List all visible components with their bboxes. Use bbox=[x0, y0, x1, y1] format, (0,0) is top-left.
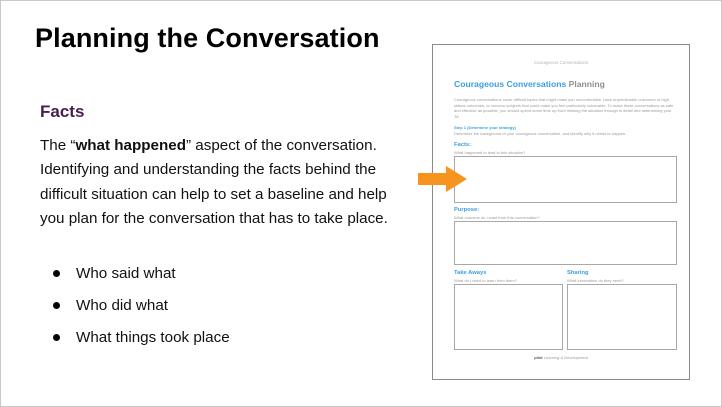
sharing-section-label: Sharing bbox=[567, 270, 589, 276]
facts-bullet-list bbox=[53, 257, 230, 353]
footer-text: Learning & Development bbox=[543, 355, 588, 360]
bullet-dot-icon bbox=[53, 334, 60, 341]
worksheet-header: Courageous Conversations bbox=[533, 60, 589, 65]
bullet-item bbox=[53, 257, 230, 289]
facts-description bbox=[40, 134, 390, 232]
worksheet-title bbox=[454, 79, 605, 89]
bullet-text: What things took place bbox=[76, 328, 230, 346]
worksheet-title-blue: Courageous Conversations bbox=[454, 79, 567, 89]
worksheet-footer bbox=[433, 355, 689, 360]
bullet-item bbox=[53, 289, 230, 321]
worksheet-step: Step 1 (Determine your strategy) bbox=[454, 125, 516, 130]
bullet-item bbox=[53, 321, 230, 353]
purpose-section-label: Purpose: bbox=[454, 207, 480, 213]
slide-title: Planning the Conversation bbox=[35, 23, 380, 53]
bullet-text: Who did what bbox=[76, 296, 169, 314]
footer-brand: pilot bbox=[534, 355, 543, 360]
body-pre: The “ bbox=[40, 137, 76, 154]
sharing-box bbox=[567, 284, 677, 350]
bullet-dot-icon bbox=[53, 302, 60, 309]
bullet-text: Who said what bbox=[76, 264, 176, 282]
facts-section-label: Facts: bbox=[454, 142, 472, 148]
facts-subheading: Facts bbox=[40, 102, 85, 121]
body-emphasis: what happened bbox=[75, 137, 186, 154]
worksheet-thumbnail bbox=[432, 44, 690, 380]
facts-section-question: What happened to lead to this situation? bbox=[454, 150, 526, 155]
bullet-dot-icon bbox=[53, 270, 60, 277]
worksheet-intro: Courageous conversations cover difficult topics that might make you uncomfortable, have unpredictable outcomes or high stakes outcomes, or concern subjects that could make you feel particularly vulnerable. To make these conversations as safe and effective as possible, you should spend some time up front thinking the situation through in detail and determining your TA bbox=[454, 97, 674, 120]
takeaways-section-question: What do I need to learn from them? bbox=[454, 278, 517, 283]
purpose-box bbox=[454, 221, 677, 265]
purpose-section-question: What outcome do I want from this conversation? bbox=[454, 215, 540, 220]
takeaways-box bbox=[454, 284, 563, 350]
body-post: ” aspect of the conversation. Identifying and understanding the facts behind the difficult situation can help to set a baseline and help you plan for the conversation that has to take place. bbox=[40, 137, 388, 228]
arrow-right-icon bbox=[418, 166, 468, 192]
facts-box bbox=[454, 156, 677, 203]
takeaways-section-label: Take Aways bbox=[454, 270, 487, 276]
worksheet-step-text: Determine the background of your courageous conversation, and identify why it needs to happen. bbox=[454, 131, 627, 136]
worksheet-title-gray: Planning bbox=[568, 79, 605, 89]
sharing-section-question: What information do they need? bbox=[567, 278, 624, 283]
